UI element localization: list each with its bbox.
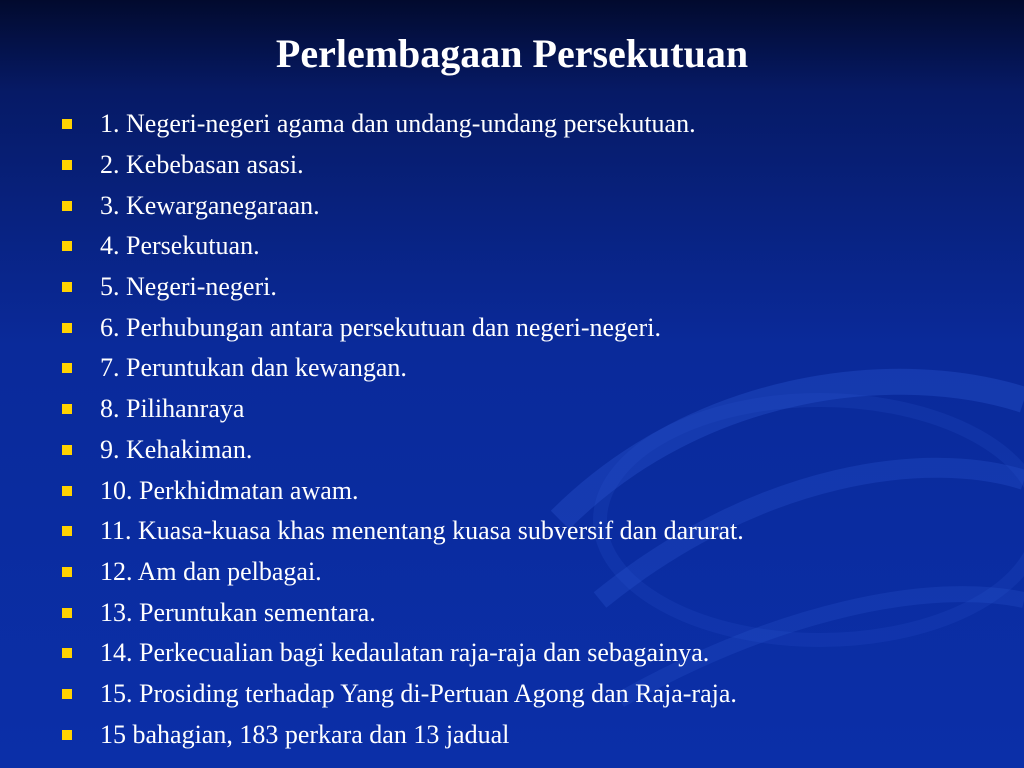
square-bullet-icon xyxy=(62,160,72,170)
list-item xyxy=(62,592,744,633)
list-item xyxy=(62,674,744,715)
list-item xyxy=(62,145,744,186)
list-item-text: 13. Peruntukan sementara. xyxy=(100,597,376,627)
square-bullet-icon xyxy=(62,567,72,577)
list-item xyxy=(62,470,744,511)
square-bullet-icon xyxy=(62,363,72,373)
list-item xyxy=(62,226,744,267)
list-item xyxy=(62,185,744,226)
list-item xyxy=(62,389,744,430)
list-item xyxy=(62,348,744,389)
square-bullet-icon xyxy=(62,404,72,414)
list-item-text: 3. Kewarganegaraan. xyxy=(100,190,320,220)
square-bullet-icon xyxy=(62,730,72,740)
bullet-list xyxy=(62,104,744,755)
square-bullet-icon xyxy=(62,648,72,658)
list-item xyxy=(62,633,744,674)
list-item-text: 7. Peruntukan dan kewangan. xyxy=(100,353,407,383)
square-bullet-icon xyxy=(62,526,72,536)
list-item-text: 6. Perhubungan antara persekutuan dan negeri-negeri. xyxy=(100,312,661,342)
square-bullet-icon xyxy=(62,445,72,455)
list-item-text: 11. Kuasa-kuasa khas menentang kuasa subversif dan darurat. xyxy=(100,516,744,546)
list-item-text: 1. Negeri-negeri agama dan undang-undang persekutuan. xyxy=(100,109,696,139)
list-item-text: 8. Pilihanraya xyxy=(100,394,245,424)
list-item xyxy=(62,511,744,552)
square-bullet-icon xyxy=(62,201,72,211)
list-item xyxy=(62,714,744,755)
square-bullet-icon xyxy=(62,119,72,129)
square-bullet-icon xyxy=(62,323,72,333)
list-item xyxy=(62,430,744,471)
list-item-text: 9. Kehakiman. xyxy=(100,434,253,464)
square-bullet-icon xyxy=(62,608,72,618)
list-item-text: 5. Negeri-negeri. xyxy=(100,272,277,302)
list-item-text: 14. Perkecualian bagi kedaulatan raja-raja dan sebagainya. xyxy=(100,638,710,668)
list-item-text: 15. Prosiding terhadap Yang di-Pertuan Agong dan Raja-raja. xyxy=(100,678,737,708)
list-item xyxy=(62,552,744,593)
list-item xyxy=(62,267,744,308)
slide-title: Perlembagaan Persekutuan xyxy=(275,31,749,76)
list-item xyxy=(62,104,744,145)
list-item xyxy=(62,307,744,348)
list-item-text: 4. Persekutuan. xyxy=(100,231,260,261)
list-item-text: 2. Kebebasan asasi. xyxy=(100,150,304,180)
square-bullet-icon xyxy=(62,241,72,251)
list-item-text: 10. Perkhidmatan awam. xyxy=(100,475,359,505)
list-item-text: 12. Am dan pelbagai. xyxy=(100,556,322,586)
list-item-text: 15 bahagian, 183 perkara dan 13 jadual xyxy=(100,719,510,749)
square-bullet-icon xyxy=(62,689,72,699)
square-bullet-icon xyxy=(62,282,72,292)
square-bullet-icon xyxy=(62,486,72,496)
